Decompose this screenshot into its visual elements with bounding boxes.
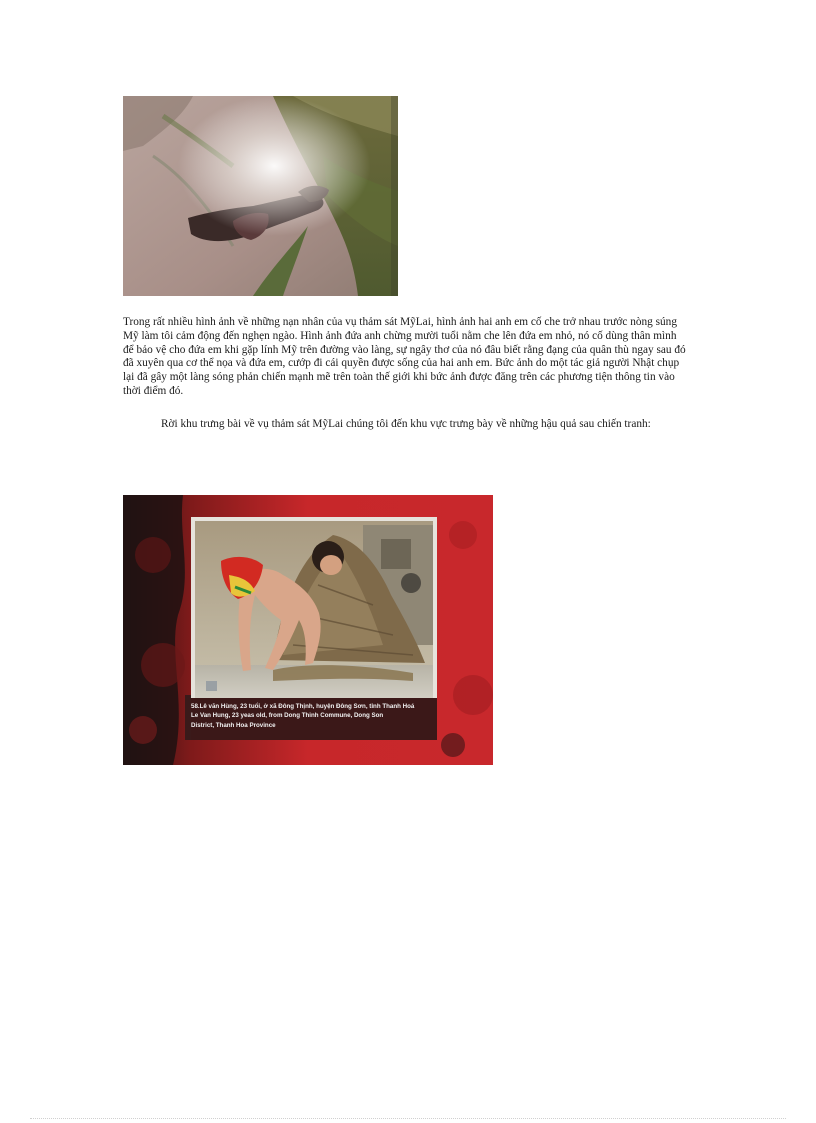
paragraph-exhibit-transition: Rời khu trưng bài về vụ thảm sát MỹLai chúng tôi đến khu vực trưng bày về những hậu quả sau chiến tranh: <box>161 418 651 430</box>
photo-exhibit-le-van-hung <box>123 495 493 765</box>
paragraph-mylai-brothers: Trong rất nhiều hình ảnh về những nạn nhân của vụ thảm sát MỹLai, hình ảnh hai anh em cố che trở nhau trước nòng súng Mỹ làm tôi cảm động đến nghẹn ngào. Hình ảnh đứa anh chừng mười tuổi nằm che lên đứa em nhỏ, nó cố dùng thân mình để bảo vệ cho đứa em khi gặp lính Mỹ trên đường vào làng, sự ngây thơ của nó đâu biết rằng đạng của quân thù ngay sau đó đã xuyên qua cơ thể nọa và đứa em, cướp đi cái quyền được sống của hai anh em. Bức ảnh do một tác giả người Nhật chụp lại đã gây một làng sóng phản chiến mạnh mẽ trên toàn thế giới khi bức ảnh được đăng trên các phương tiện thông tin vào thời điểm đó. <box>123 316 686 397</box>
page-bottom-border <box>30 1118 786 1119</box>
photo-road-victims-image <box>123 96 398 296</box>
caption-line: District, Thanh Hoa Province <box>191 721 276 729</box>
caption-line: 58.Lê văn Hùng, 23 tuổi, ở xã Đông Thịnh, huyện Đông Sơn, tỉnh Thanh Hoá <box>191 703 415 710</box>
photo-exhibit-caption <box>191 702 436 730</box>
caption-line: Le Van Hung, 23 yeas old, from Dong Thinh Commune, Dong Son <box>191 712 384 720</box>
photo-road-victims <box>123 96 398 296</box>
